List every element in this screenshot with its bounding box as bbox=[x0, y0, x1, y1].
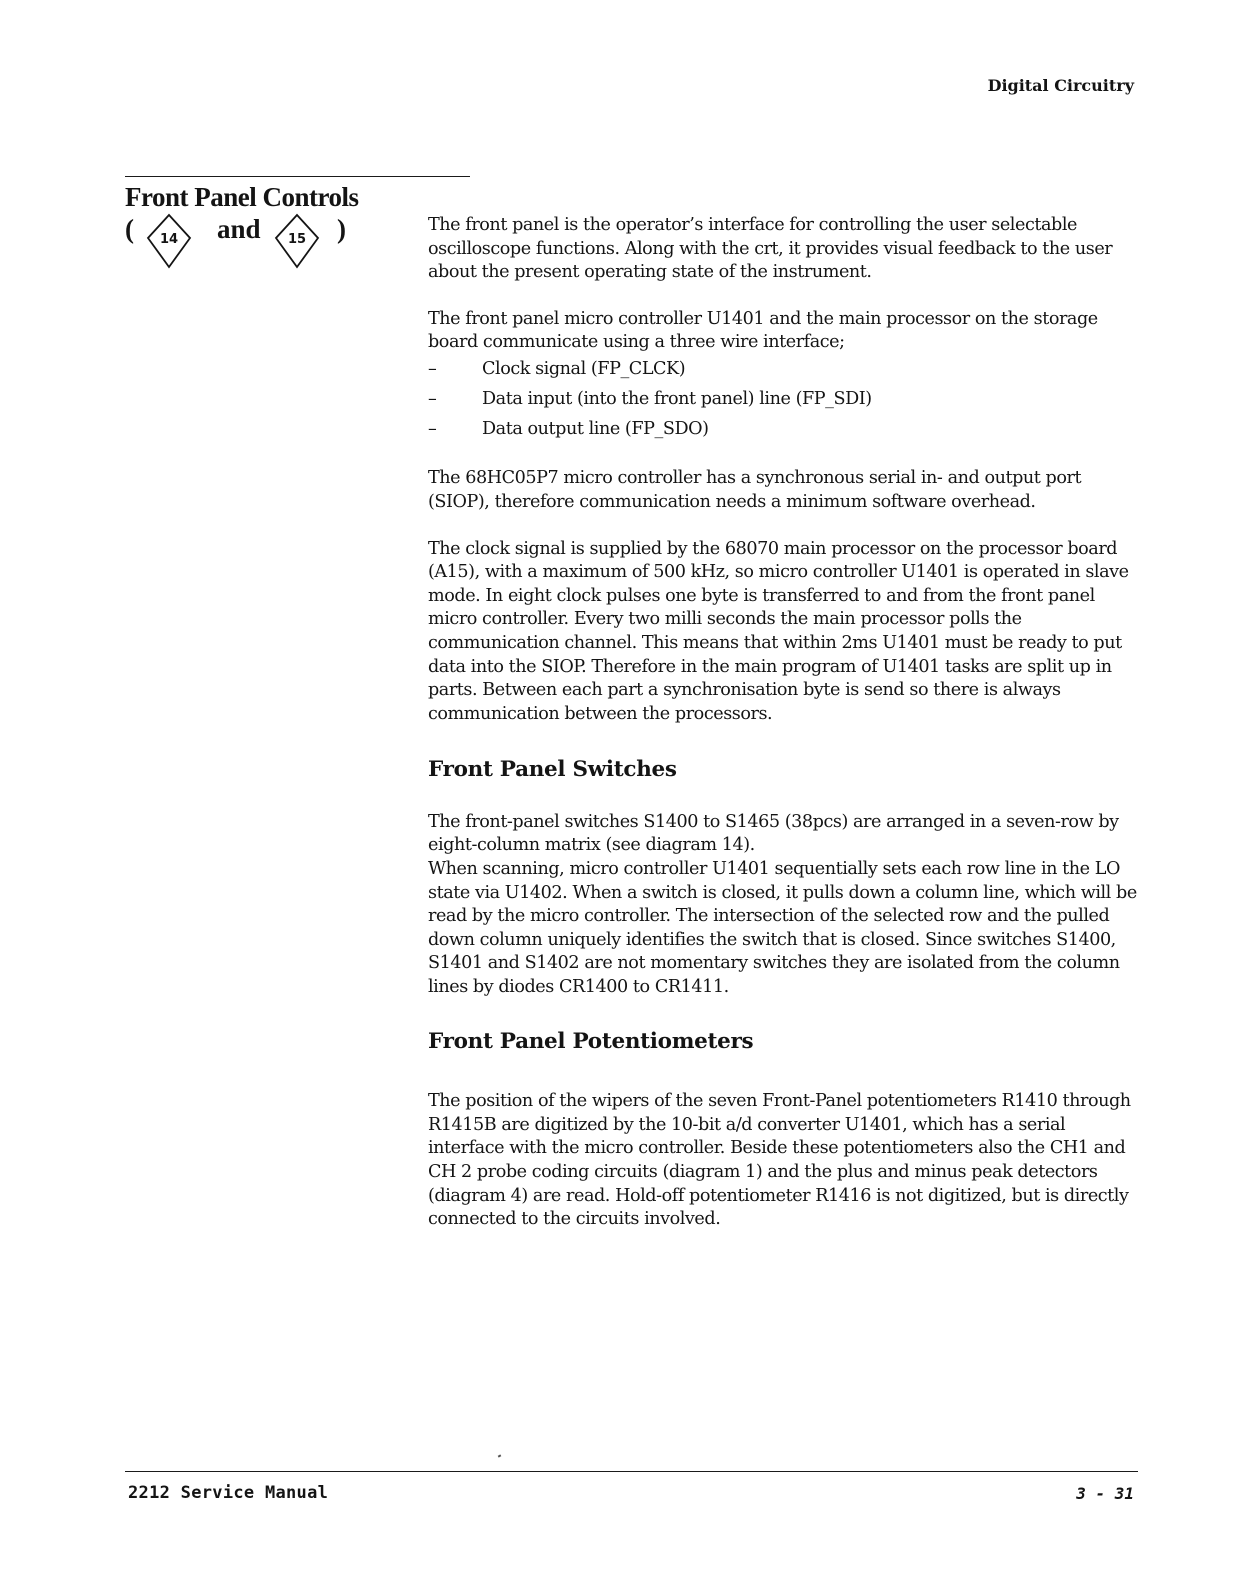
list-item bbox=[428, 355, 1140, 385]
diagram-14-diamond-icon bbox=[145, 212, 193, 270]
diagram-15-number: 15 bbox=[287, 232, 307, 247]
footer-rule bbox=[125, 1471, 1138, 1472]
diagram-14-number: 14 bbox=[159, 232, 179, 247]
section-rule bbox=[125, 176, 470, 177]
interface-signal-list bbox=[428, 355, 1140, 444]
open-paren: ( bbox=[125, 214, 134, 244]
list-dash: – bbox=[428, 388, 437, 409]
intro-paragraph-4: The clock signal is supplied by the 68070 main processor on the processor board (A15), with a maximum of 500 kHz, so micro controller U1401 is operated in slave mode. In eight clock pulses one byte is transferred to and from the front panel micro controller. Every two milli seconds the main processor polls the communication channel. This means that within 2ms U1401 must be ready to put data into the SIOP. Therefore in the main program of U1401 tasks are split up in parts. Between each part a synchronisation byte is send so there is always communication between the processors. bbox=[428, 538, 1129, 724]
potentiometers-paragraph: The position of the wipers of the seven Front-Panel potentiometers R1410 through R1415B are digitized by the 10-bit a/d converter U1401, which has a serial interface with the micro controller. Beside these potentiometers also the CH1 and CH 2 probe coding circuits (diagram 1) and the plus and minus peak detectors (diagram 4) are read. Hold-off potentiometer R1416 is not digitized, but is directly connected to the circuits involved. bbox=[428, 1091, 1131, 1230]
diagram-15-diamond-icon bbox=[273, 212, 321, 270]
page-number: 3 - 31 bbox=[1076, 1484, 1134, 1503]
list-item-text: Data input (into the front panel) line (FP_SDI) bbox=[482, 388, 872, 409]
list-item bbox=[428, 385, 1140, 415]
section-heading: Front Panel Controls bbox=[125, 182, 359, 212]
list-item bbox=[428, 415, 1140, 445]
switches-paragraph-1: The front-panel switches S1400 to S1465 (38pcs) are arranged in a seven-row by eight-column matrix (see diagram 14). bbox=[428, 811, 1119, 856]
list-dash: – bbox=[428, 358, 437, 379]
body-content bbox=[428, 214, 1140, 1255]
potentiometers-heading: Front Panel Potentiometers bbox=[428, 1028, 754, 1054]
switches-paragraph-2: When scanning, micro controller U1401 sequentially sets each row line in the LO state via U1402. When a switch is closed, it pulls down a column line, which will be read by the micro controller. The intersection of the selected row and the pulled down column uniquely identifies the switch that is closed. Since switches S1400, S1401 and S1402 are not momentary switches they are isolated from the column lines by diodes CR1400 to CR1411. bbox=[428, 859, 1137, 998]
manual-title: 2212 Service Manual bbox=[128, 1483, 329, 1503]
running-header: Digital Circuitry bbox=[987, 76, 1134, 95]
close-paren: ) bbox=[337, 214, 346, 244]
and-label: and bbox=[217, 214, 261, 244]
list-item-text: Data output line (FP_SDO) bbox=[482, 418, 709, 439]
intro-paragraph-1: The front panel is the operator’s interface for controlling the user selectable oscilloscope functions. Along with the crt, it provides visual feedback to the user about the present operating state of the instrument. bbox=[428, 215, 1113, 283]
list-item-text: Clock signal (FP_CLCK) bbox=[482, 358, 686, 379]
intro-paragraph-2: The front panel micro controller U1401 and the main processor on the storage board communicate using a three wire interface; bbox=[428, 308, 1098, 353]
switches-heading: Front Panel Switches bbox=[428, 757, 677, 783]
list-dash: – bbox=[428, 418, 437, 439]
scan-speck bbox=[498, 1454, 502, 1457]
intro-paragraph-3: The 68HC05P7 micro controller has a synchronous serial in- and output port (SIOP), therefore communication needs a minimum software overhead. bbox=[428, 468, 1082, 512]
